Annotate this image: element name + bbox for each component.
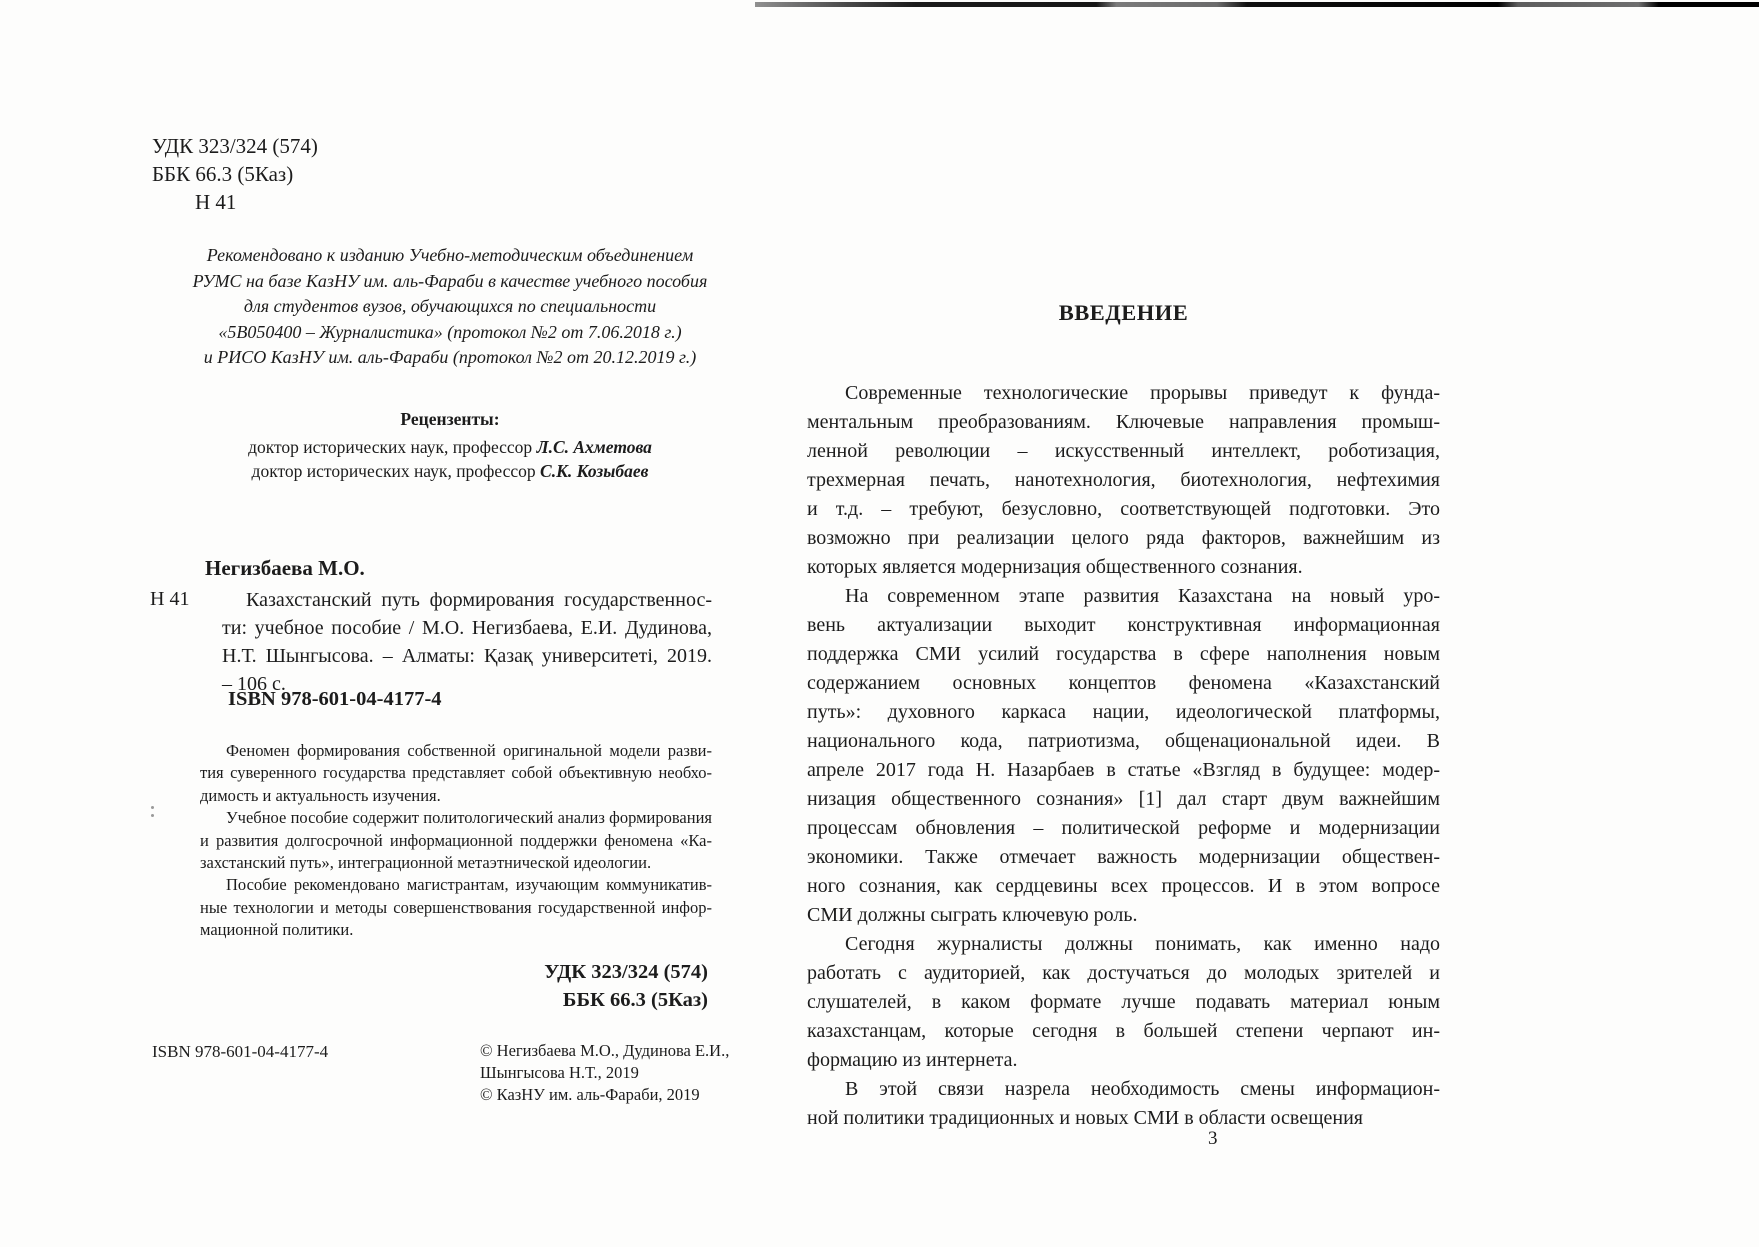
text-line: содержанием основных концептов феномена «Казахстанский	[807, 672, 1440, 694]
text-line: тия суверенного государства представляет собой объективную необхо-	[200, 763, 712, 783]
author-sign-code: Н 41	[195, 190, 237, 214]
text-line: экономики. Также отмечает важность модернизации обществен-	[807, 846, 1440, 868]
reviewer-row	[150, 435, 750, 459]
scan-artifact	[151, 804, 155, 818]
text-line: для студентов вузов, обучающихся по специальности	[243, 296, 657, 316]
text-line: трехмерная печать, нанотехнология, биотехнология, нефтехимия	[807, 469, 1440, 491]
copyright-block	[480, 1040, 729, 1106]
text-line: СМИ должны сыграть ключевую роль.	[807, 904, 1138, 926]
reviewer-title: доктор исторических наук, профессор	[248, 437, 537, 457]
text-line: вень актуализации выходит конструктивная информационная	[807, 614, 1440, 636]
text-line: захстанский путь», интеграционной метаэтнической идеологии.	[200, 853, 652, 873]
reviewer-title: доктор исторических наук, профессор	[251, 461, 541, 481]
text-line: Пособие рекомендовано магистрантам, изучающим коммуникатив-	[226, 875, 712, 895]
text-line: работать с аудиторией, как достучаться до молодых зрителей и	[807, 962, 1440, 984]
text-line: которых является модернизация общественного сознания.	[807, 556, 1303, 578]
text-line: РУМС на базе КазНУ им. аль-Фараби в качестве учебного пособия	[192, 270, 708, 291]
page-number: 3	[1208, 1128, 1218, 1149]
text-line: – 106 с.	[222, 673, 286, 695]
reviewer-name: Л.С. Ахметова	[536, 437, 652, 457]
text-line: мационной политики.	[200, 920, 354, 940]
annotation-block	[200, 740, 712, 942]
text-line: ББК 66.3 (5Каз)	[562, 989, 708, 1011]
classification-codes-bottom	[408, 958, 708, 1014]
classification-codes-top	[152, 132, 318, 216]
text-line: На современном этапе развития Казахстана на новый уро-	[845, 585, 1440, 607]
text-line: ментальным преобразованиям. Ключевые направления промыш-	[807, 411, 1440, 433]
paragraph	[807, 379, 1440, 582]
paragraph	[200, 740, 712, 807]
text-line: Н.Т. Шынгысова. – Алматы: Қазақ университеті, 2019.	[222, 645, 712, 667]
text-line: путь»: духовного каркаса нации, идеологической платформы,	[807, 701, 1440, 723]
text-line: слушателей, в каком формате лучше подавать материал юным	[807, 991, 1440, 1013]
reviewers-heading: Рецензенты:	[400, 409, 500, 429]
paragraph	[200, 807, 712, 874]
chapter-body-text	[807, 379, 1440, 1133]
text-line: Современные технологические прорывы приведут к фунда-	[845, 382, 1440, 404]
paragraph	[807, 930, 1440, 1075]
text-line: «5В050400 – Журналистика» (протокол №2 от 7.06.2018 г.)	[218, 321, 682, 342]
text-line: и т.д. – требуют, безусловно, соответствующей подготовки. Это	[807, 498, 1440, 520]
scan-page-edge-line	[755, 2, 1759, 7]
text-line: ной политики традиционных и новых СМИ в области освещения	[807, 1107, 1363, 1129]
text-line: Сегодня журналисты должны понимать, как именно надо	[845, 933, 1440, 955]
text-line: Рекомендовано к изданию Учебно-методическим объединением	[206, 245, 694, 265]
text-line: ти: учебное пособие / М.О. Негизбаева, Е.И. Дудинова,	[222, 617, 712, 639]
recommendation-note	[150, 243, 750, 371]
reviewer-name: С.К. Козыбаев	[540, 461, 649, 481]
reviewers-block	[150, 407, 750, 483]
text-line: Казахстанский путь формирования государственнос-	[246, 589, 712, 611]
paragraph	[807, 582, 1440, 930]
text-line: © КазНУ им. аль-Фараби, 2019	[480, 1085, 700, 1104]
bbk-code: ББК 66.3 (5Каз)	[152, 162, 294, 186]
text-line: низация общественного сознания» [1] дал старт двум важнейшим	[807, 788, 1440, 810]
text-line: УДК 323/324 (574)	[544, 961, 708, 983]
text-line: димость и актуальность изучения.	[200, 785, 441, 805]
paragraph	[807, 1075, 1440, 1133]
text-line: формацию из интернета.	[807, 1049, 1018, 1071]
paragraph	[200, 874, 712, 941]
reviewer-row	[150, 459, 750, 483]
text-line: Шынгысова Н.Т., 2019	[480, 1063, 639, 1082]
text-line: В этой связи назрела необходимость смены информацион-	[845, 1078, 1440, 1100]
text-line: процессам обновления – политической реформе и модернизации	[807, 817, 1440, 839]
text-line: поддержка СМИ усилий государства в сфере наполнения новым	[807, 643, 1440, 665]
text-line: Учебное пособие содержит политологический анализ формирования	[226, 808, 712, 828]
udk-code: УДК 323/324 (574)	[152, 134, 318, 158]
text-line: ные технологии и методы совершенствования государственной инфор-	[200, 897, 712, 917]
chapter-heading: ВВЕДЕНИЕ	[1058, 300, 1189, 325]
text-line: возможно при реализации целого ряда факторов, важнейшим из	[807, 527, 1440, 549]
text-line: © Негизбаева М.О., Дудинова Е.И.,	[480, 1041, 730, 1060]
catalog-author: Негизбаева М.О.	[205, 556, 365, 580]
isbn-bottom: ISBN 978-601-04-4177-4	[152, 1042, 329, 1061]
isbn-bold: ISBN 978-601-04-4177-4	[228, 688, 442, 710]
catalog-card-code: Н 41	[150, 588, 190, 610]
text-line: апреле 2017 года Н. Назарбаев в статье «Взгляд в будущее: модер-	[807, 759, 1440, 781]
text-line: Феномен формирования собственной оригинальной модели разви-	[226, 741, 712, 760]
text-line: казахстанцам, которые сегодня в большей степени черпают ин-	[807, 1020, 1440, 1042]
text-line: ного сознания, как сердцевины всех процессов. И в этом вопросе	[807, 875, 1440, 897]
text-line: и развития долгосрочной информационной поддержки феномена «Ка-	[200, 830, 712, 850]
text-line: национального кода, патриотизма, общенациональной идеи. В	[807, 730, 1440, 752]
text-line: и РИСО КазНУ им. аль-Фараби (протокол №2 от 20.12.2019 г.)	[203, 347, 697, 367]
text-line: ленной революции – искусственный интеллект, роботизация,	[807, 440, 1440, 462]
bibliographic-description	[222, 586, 712, 698]
